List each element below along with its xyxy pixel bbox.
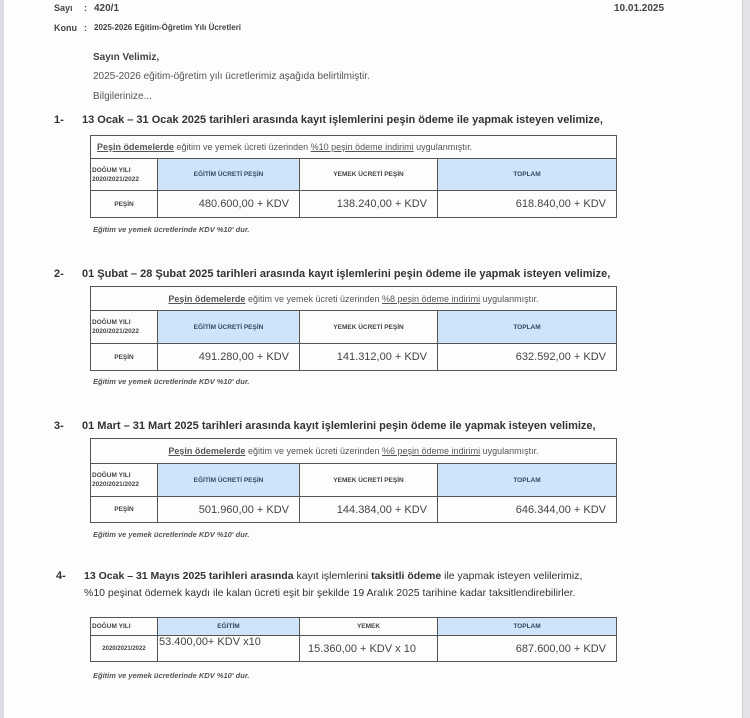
col-total: TOPLAM: [438, 618, 617, 636]
salutation: Sayın Velimiz,: [93, 52, 160, 63]
row-label: PEŞİN: [91, 497, 158, 523]
education-fee-value: 501.960,00 + KDV: [158, 497, 300, 523]
row-label: PEŞİN: [91, 344, 158, 371]
sayi-value: 420/1: [94, 3, 120, 14]
education-fee-value: 480.600,00 + KDV: [158, 191, 300, 218]
section-number: 4-: [56, 570, 66, 582]
total-value: 646.344,00 + KDV: [438, 497, 617, 523]
konu-separator: :: [84, 23, 87, 33]
document-date: 10.01.2025: [614, 3, 665, 14]
vat-note: Eğitim ve yemek ücretlerinde KDV %10' dur.: [93, 377, 250, 386]
food-fee-value: 141.312,00 + KDV: [300, 344, 438, 371]
scrollbar-track[interactable]: [742, 0, 750, 718]
food-fee-value: 144.384,00 + KDV: [300, 497, 438, 523]
section-number: 1-: [54, 114, 64, 126]
col-education: EĞİTİM: [158, 618, 300, 636]
col-total: TOPLAM: [438, 159, 617, 191]
discount-intro: Peşin ödemelerde eğitim ve yemek ücreti üzerinden %8 peşin ödeme indirimi uygulanmıştır.: [91, 287, 617, 311]
col-education-fee: EĞİTİM ÜCRETİ PEŞİN: [158, 159, 300, 191]
fee-table: [90, 135, 617, 218]
col-total: TOPLAM: [438, 311, 617, 344]
col-birth-year: DOĞUM YILI 2020/2021/2022: [91, 311, 158, 344]
education-installment-value: 53.400,00+ KDV x10: [158, 636, 300, 662]
vat-note: Eğitim ve yemek ücretlerinde KDV %10' dur.: [93, 225, 250, 234]
section-number: 3-: [54, 420, 64, 432]
section-title: 13 Ocak – 31 Ocak 2025 tarihleri arasında kayıt işlemlerini peşin ödeme ile yapmak isteyen velimize,: [82, 114, 603, 126]
installment-terms: %10 peşinat ödemek kaydı ile kalan ücreti eşit bir şekilde 19 Aralık 2025 tarihine kadar taksitlendirebilirler.: [84, 587, 576, 599]
vat-note: Eğitim ve yemek ücretlerinde KDV %10' dur.: [93, 530, 250, 539]
col-education-fee: EĞİTİM ÜCRETİ PEŞİN: [158, 464, 300, 497]
education-fee-value: 491.280,00 + KDV: [158, 344, 300, 371]
konu-label: Konu: [54, 23, 77, 33]
sayi-separator: :: [84, 3, 87, 13]
total-value: 632.592,00 + KDV: [438, 344, 617, 371]
intro-line: 2025-2026 eğitim-öğretim yılı ücretlerimiz aşağıda belirtilmiştir.: [93, 71, 370, 82]
col-food-fee: YEMEK ÜCRETİ PEŞİN: [300, 159, 438, 191]
total-value: 618.840,00 + KDV: [438, 191, 617, 218]
window-edge-left: [0, 0, 4, 718]
sayi-label: Sayı: [54, 3, 73, 13]
bilgilerinize: Bilgilerinize...: [93, 91, 152, 102]
section-title: 13 Ocak – 31 Mayıs 2025 tarihleri arasında kayıt işlemlerini taksitli ödeme ile yapmak isteyen velilerimiz,: [84, 570, 583, 582]
fee-table: [90, 286, 617, 371]
col-total: TOPLAM: [438, 464, 617, 497]
row-label: 2020/2021/2022: [91, 636, 158, 662]
vat-note: Eğitim ve yemek ücretlerinde KDV %10' dur.: [93, 671, 250, 680]
col-birth-year: DOĞUM YILI 2020/2021/2022: [91, 464, 158, 497]
col-food: YEMEK: [300, 618, 438, 636]
discount-intro: Peşin ödemelerde eğitim ve yemek ücreti üzerinden %10 peşin ödeme indirimi uygulanmıştır.: [91, 136, 617, 159]
col-birth-year: DOĞUM YILI 2020/2021/2022: [91, 159, 158, 191]
row-label: PEŞİN: [91, 191, 158, 218]
col-food-fee: YEMEK ÜCRETİ PEŞİN: [300, 464, 438, 497]
section-title: 01 Şubat – 28 Şubat 2025 tarihleri arasında kayıt işlemlerini peşin ödeme ile yapmak isteyen velimize,: [82, 268, 611, 280]
discount-intro: Peşin ödemelerde eğitim ve yemek ücreti üzerinden %6 peşin ödeme indirimi uygulanmıştır.: [91, 439, 617, 464]
fee-table: [90, 438, 617, 523]
total-value: 687.600,00 + KDV: [438, 636, 617, 662]
section-title: 01 Mart – 31 Mart 2025 tarihleri arasında kayıt işlemlerini peşin ödeme ile yapmak isteyen velimize,: [82, 420, 596, 432]
section-number: 2-: [54, 268, 64, 280]
food-installment-value: 15.360,00 + KDV x 10: [300, 636, 438, 662]
col-birth-year: DOĞUM YILI: [91, 618, 158, 636]
installment-table: [90, 617, 617, 662]
col-food-fee: YEMEK ÜCRETİ PEŞİN: [300, 311, 438, 344]
col-education-fee: EĞİTİM ÜCRETİ PEŞİN: [158, 311, 300, 344]
konu-value: 2025-2026 Eğitim-Öğretim Yılı Ücretleri: [94, 23, 242, 32]
food-fee-value: 138.240,00 + KDV: [300, 191, 438, 218]
